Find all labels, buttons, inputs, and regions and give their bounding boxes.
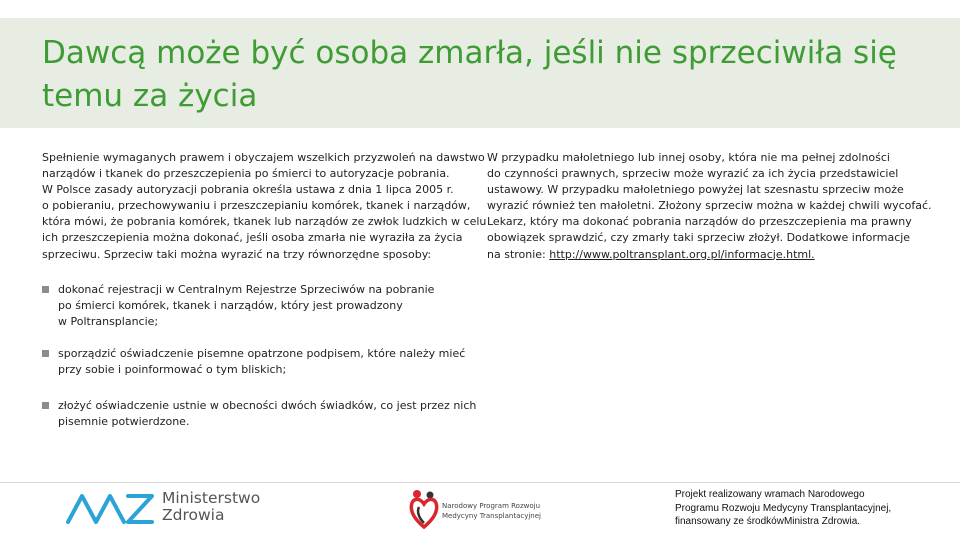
project-funding-note	[675, 488, 945, 529]
ministry-of-health-logo	[66, 490, 266, 530]
bullet-line: sporządzić oświadczenie pisemne opatrzone podpisem, które należy mieć	[58, 347, 466, 360]
square-bullet-icon	[42, 402, 49, 409]
poltransplant-info-link[interactable]: http://www.poltransplant.org.pl/informacje.html.	[549, 247, 815, 261]
square-bullet-icon	[42, 286, 49, 293]
link-prefix: na stronie:	[487, 247, 550, 261]
ministry-logo-line: Ministerstwo	[162, 489, 261, 507]
right-line: ustawowy. W przypadku małoletniego powyżej lat szesnastu sprzeciw może	[487, 183, 904, 197]
note-line: Projekt realizowany wramach Narodowego	[675, 489, 865, 500]
list-item	[42, 346, 465, 378]
left-line: ich przeszczepienia można dokonać, jeśli osoba zmarła nie wyraziła za życia	[42, 231, 463, 245]
bullet-line: po śmierci komórek, tkanek i narządów, który jest prowadzony	[58, 299, 403, 313]
program-logo-line: Narodowy Program Rozwoju	[442, 502, 541, 510]
right-line: obowiązek sprawdzić, czy zmarły taki sprzeciw złożył. Dodatkowe informacje	[487, 231, 911, 245]
ministry-mz-logo-icon	[66, 490, 156, 528]
left-line: która mówi, że pobrania komórek, tkanek lub narządów ze zwłok ludzkich w celu	[42, 215, 487, 229]
program-logo-text	[442, 501, 541, 521]
left-line: narządów i tkanek do przeszczepienia po śmierci to autoryzacje pobrania.	[42, 167, 450, 181]
right-line: Lekarz, który ma dokonać pobrania narządów do przeszczepienia ma prawny	[487, 215, 912, 229]
left-column	[42, 150, 487, 263]
right-line: wyrazić również ten małoletni. Złożony sprzeciw można w każdej chwili wycofać.	[487, 199, 932, 213]
bullet-line: w Poltransplancie;	[58, 315, 159, 329]
national-transplant-program-logo	[408, 487, 568, 531]
list-item	[42, 398, 476, 430]
page-title	[42, 32, 932, 118]
ministry-logo-line: Zdrowia	[162, 506, 225, 524]
right-line: W przypadku małoletniego lub innej osoby, która nie ma pełnej zdolności	[487, 151, 890, 164]
bullet-line: złożyć oświadczenie ustnie w obecności dwóch świadków, co jest przez nich	[58, 399, 477, 412]
ministry-logo-text	[162, 490, 260, 524]
left-line: W Polsce zasady autoryzacji pobrania określa ustawa z dnia 1 lipca 2005 r.	[42, 183, 454, 197]
left-line: sprzeciwu. Sprzeciw taki można wyrazić na trzy równorzędne sposoby:	[42, 247, 432, 261]
bullet-line: pisemnie potwierdzone.	[58, 415, 190, 429]
list-item	[42, 282, 434, 330]
right-column	[487, 150, 932, 263]
header-band	[0, 18, 960, 128]
left-paragraph	[42, 150, 487, 263]
right-paragraph	[487, 150, 932, 263]
title-line-1: Dawcą może być osoba zmarła, jeśli nie sprzeciwiła się	[42, 35, 897, 71]
title-line-2: temu za życia	[42, 78, 258, 114]
left-line: Spełnienie wymaganych prawem i obyczajem wszelkich przyzwoleń na dawstwo	[42, 151, 485, 164]
right-line-with-link	[487, 247, 927, 263]
right-line: do czynności prawnych, sprzeciw może wyrazić za ich życia przedstawiciel	[487, 167, 899, 181]
left-line: o pobieraniu, przechowywaniu i przeszczepianiu komórek, tkanek i narządów,	[42, 199, 471, 213]
bullet-line: dokonać rejestracji w Centralnym Rejestrze Sprzeciwów na pobranie	[58, 283, 435, 296]
note-line: Programu Rozwoju Medycyny Transplantacyjnej,	[675, 502, 892, 514]
square-bullet-icon	[42, 350, 49, 357]
bullet-line: przy sobie i poinformować o tym bliskich;	[58, 363, 287, 377]
program-logo-line: Medycyny Transplantacyjnej	[442, 512, 541, 520]
footer-divider	[0, 482, 960, 483]
note-line: finansowany ze środkówMinistra Zdrowia.	[675, 516, 861, 527]
heart-people-logo-icon	[408, 487, 440, 531]
